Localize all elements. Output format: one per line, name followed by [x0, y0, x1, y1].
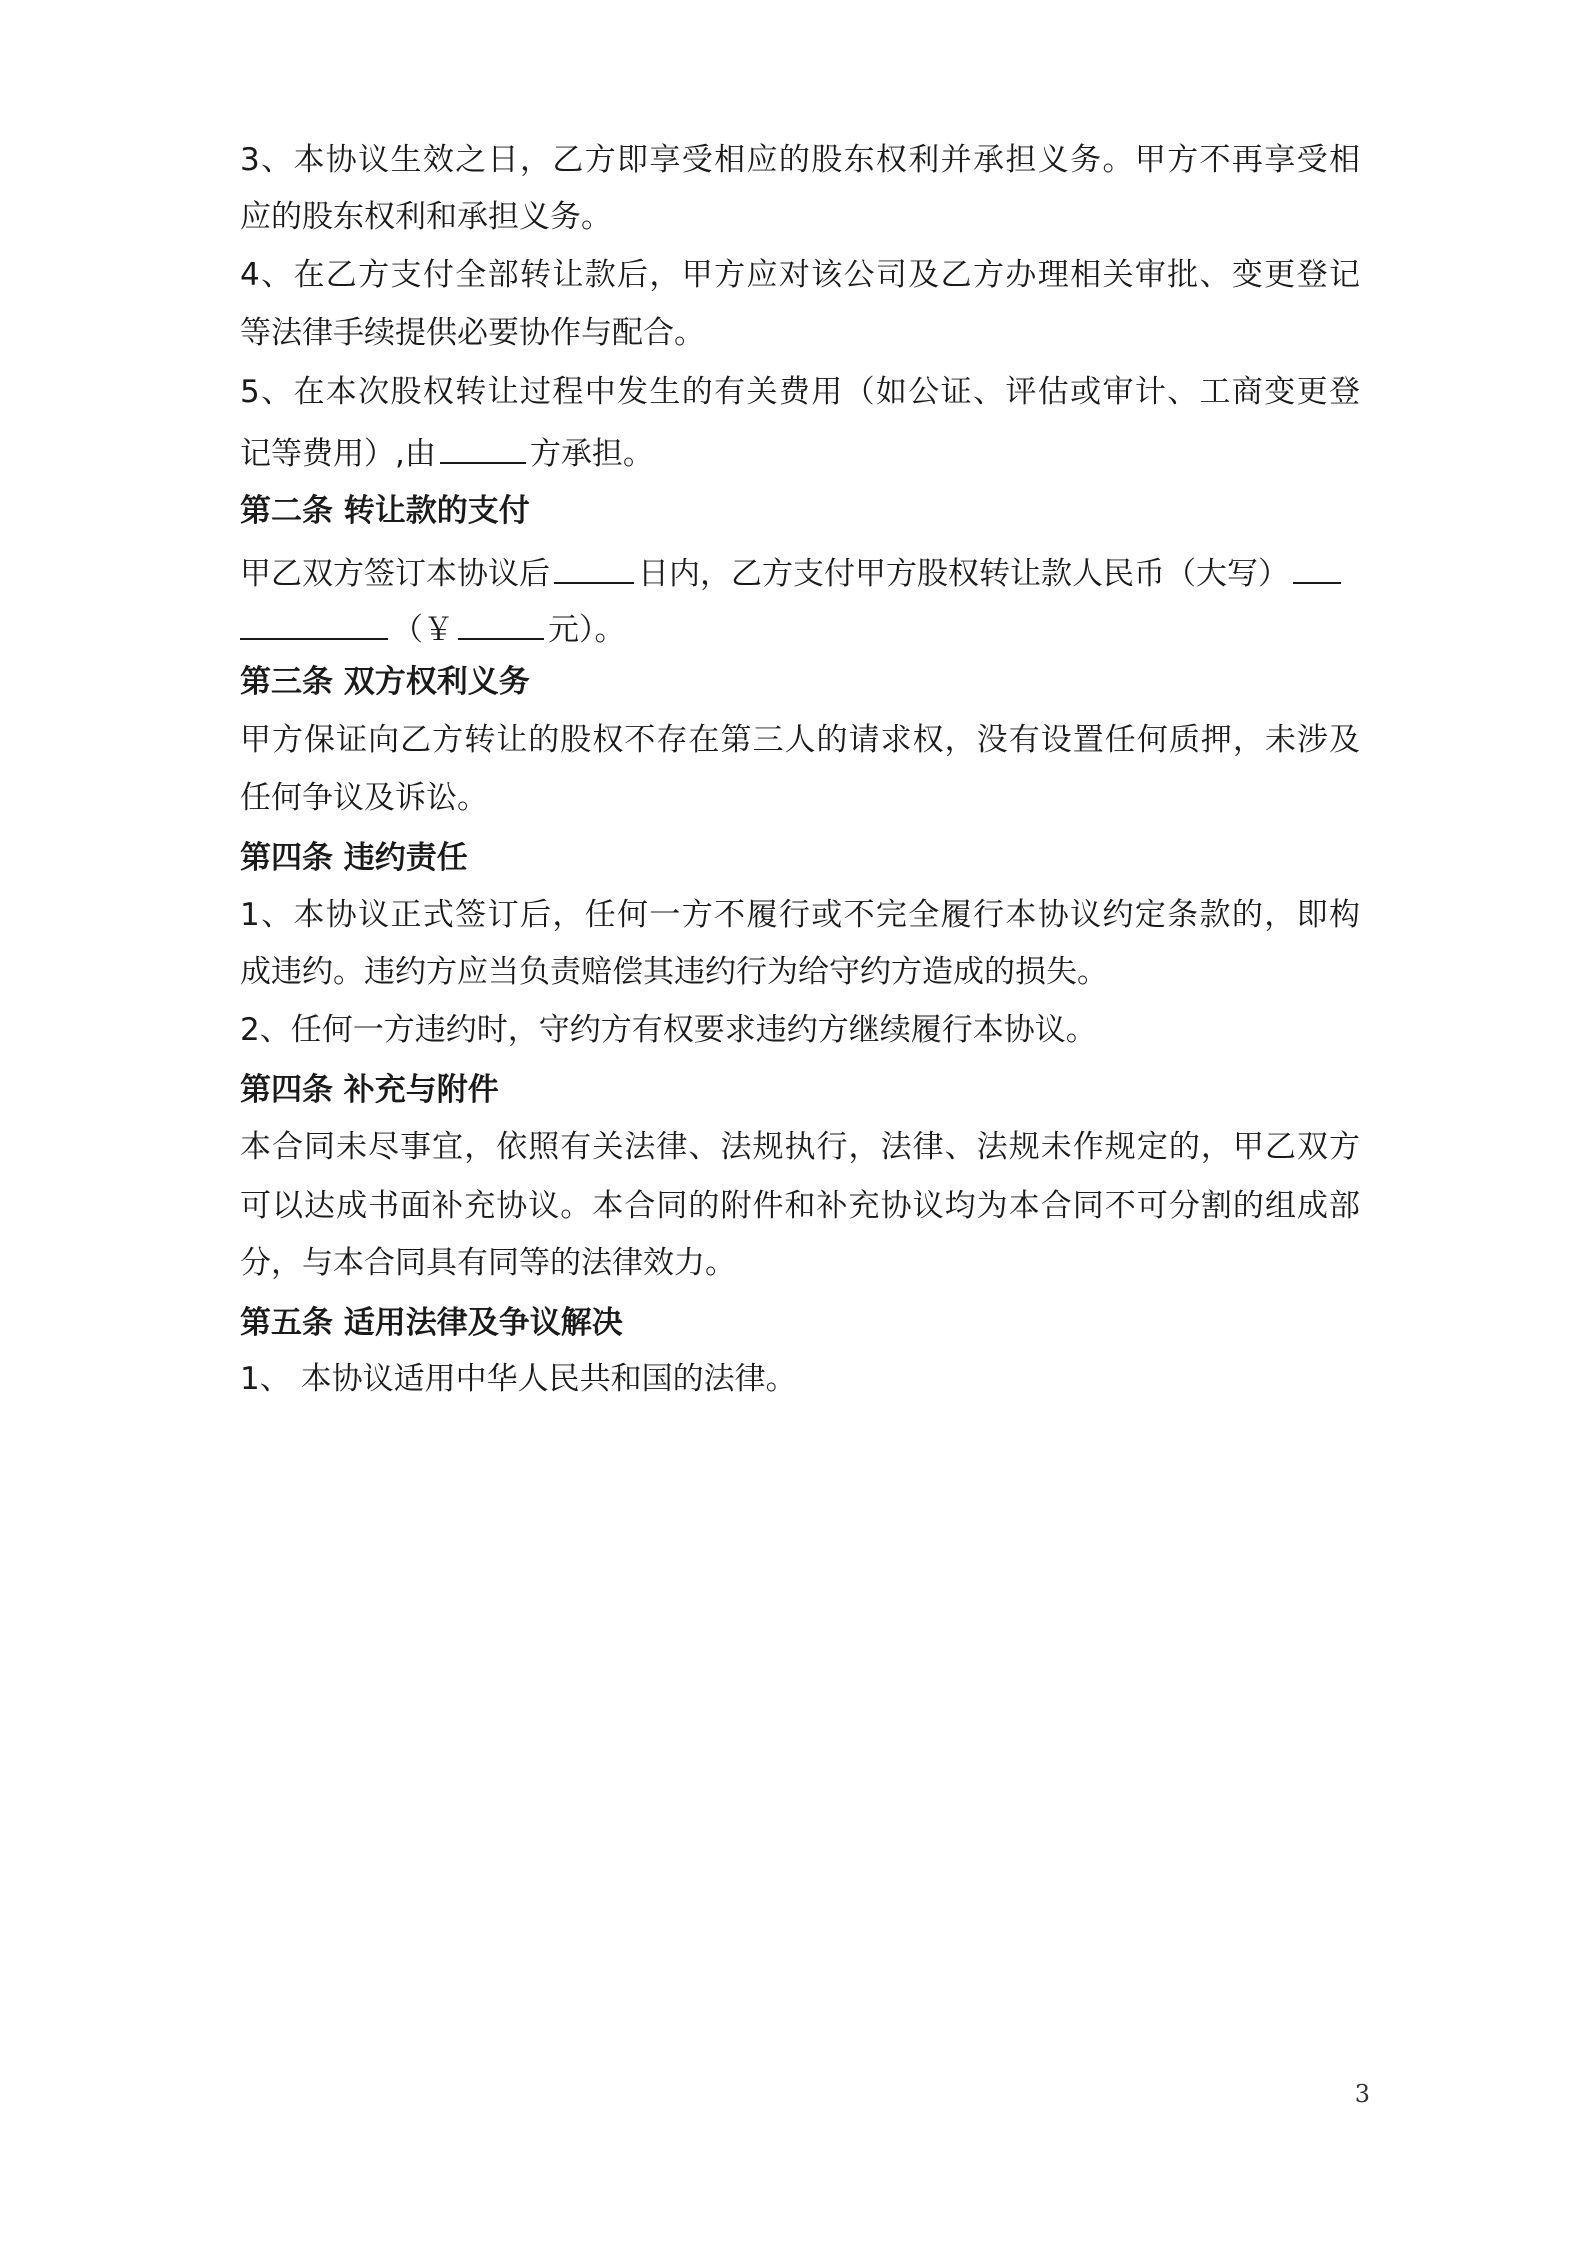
amount-text-before: （￥ [392, 612, 454, 648]
blank-days [554, 548, 634, 584]
paragraph-line: 2、任何一方违约时，守约方有权要求违约方继续履行本协议。 [240, 1012, 1097, 1048]
blank-amount-words-cont [240, 604, 388, 640]
paragraph-line: 甲方保证向乙方转让的股权不存在第三人的请求权，没有设置任何质押，未涉及 [240, 722, 1360, 758]
amount-text-after: 元）。 [548, 612, 626, 648]
payment-text-after: 日内，乙方支付甲方股权转让款人民币（大写） [638, 556, 1289, 592]
fill-line-payment [240, 548, 1360, 596]
paragraph-line: 可以达成书面补充协议。本合同的附件和补充协议均为本合同不可分割的组成部 [240, 1188, 1360, 1224]
paragraph-line: 1、本协议正式签订后，任何一方不履行或不完全履行本协议约定条款的，即构 [240, 897, 1360, 933]
paragraph-line: 1、 本协议适用中华人民共和国的法律。 [240, 1361, 797, 1397]
paragraph-line: 4、在乙方支付全部转让款后，甲方应对该公司及乙方办理相关审批、变更登记 [240, 257, 1360, 293]
payment-text-before: 甲乙双方签订本协议后 [240, 556, 550, 592]
section-heading: 第二条 转让款的支付 [240, 493, 530, 529]
fill-line-amount [240, 604, 1360, 652]
paragraph-line: 成违约。违约方应当负责赔偿其违约行为给守约方造成的损失。 [240, 954, 1108, 990]
fill-line-cost [240, 428, 1360, 476]
paragraph-line: 等法律手续提供必要协作与配合。 [240, 315, 705, 351]
blank-amount-words [1293, 548, 1341, 584]
paragraph-line: 3、本协议生效之日，乙方即享受相应的股东权利并承担义务。甲方不再享受相 [240, 142, 1360, 178]
section-heading: 第三条 双方权利义务 [240, 664, 530, 700]
paragraph-line: 任何争议及诉讼。 [240, 780, 488, 816]
cost-text-before: 记等费用）,由 [240, 436, 436, 472]
page-number: 3 [1354, 2080, 1370, 2108]
section-heading: 第五条 适用法律及争议解决 [240, 1305, 623, 1341]
blank-amount-figures [458, 604, 544, 640]
cost-text-after: 方承担。 [529, 436, 654, 472]
section-heading: 第四条 违约责任 [240, 840, 468, 876]
paragraph-line: 分，与本合同具有同等的法律效力。 [240, 1245, 736, 1281]
paragraph-line: 本合同未尽事宜，依照有关法律、法规执行，法律、法规未作规定的，甲乙双方 [240, 1129, 1360, 1165]
paragraph-line: 应的股东权利和承担义务。 [240, 199, 612, 235]
paragraph-line: 5、在本次股权转让过程中发生的有关费用（如公证、评估或审计、工商变更登 [240, 374, 1360, 410]
blank-cost-party [440, 428, 526, 464]
section-heading: 第四条 补充与附件 [240, 1072, 499, 1108]
